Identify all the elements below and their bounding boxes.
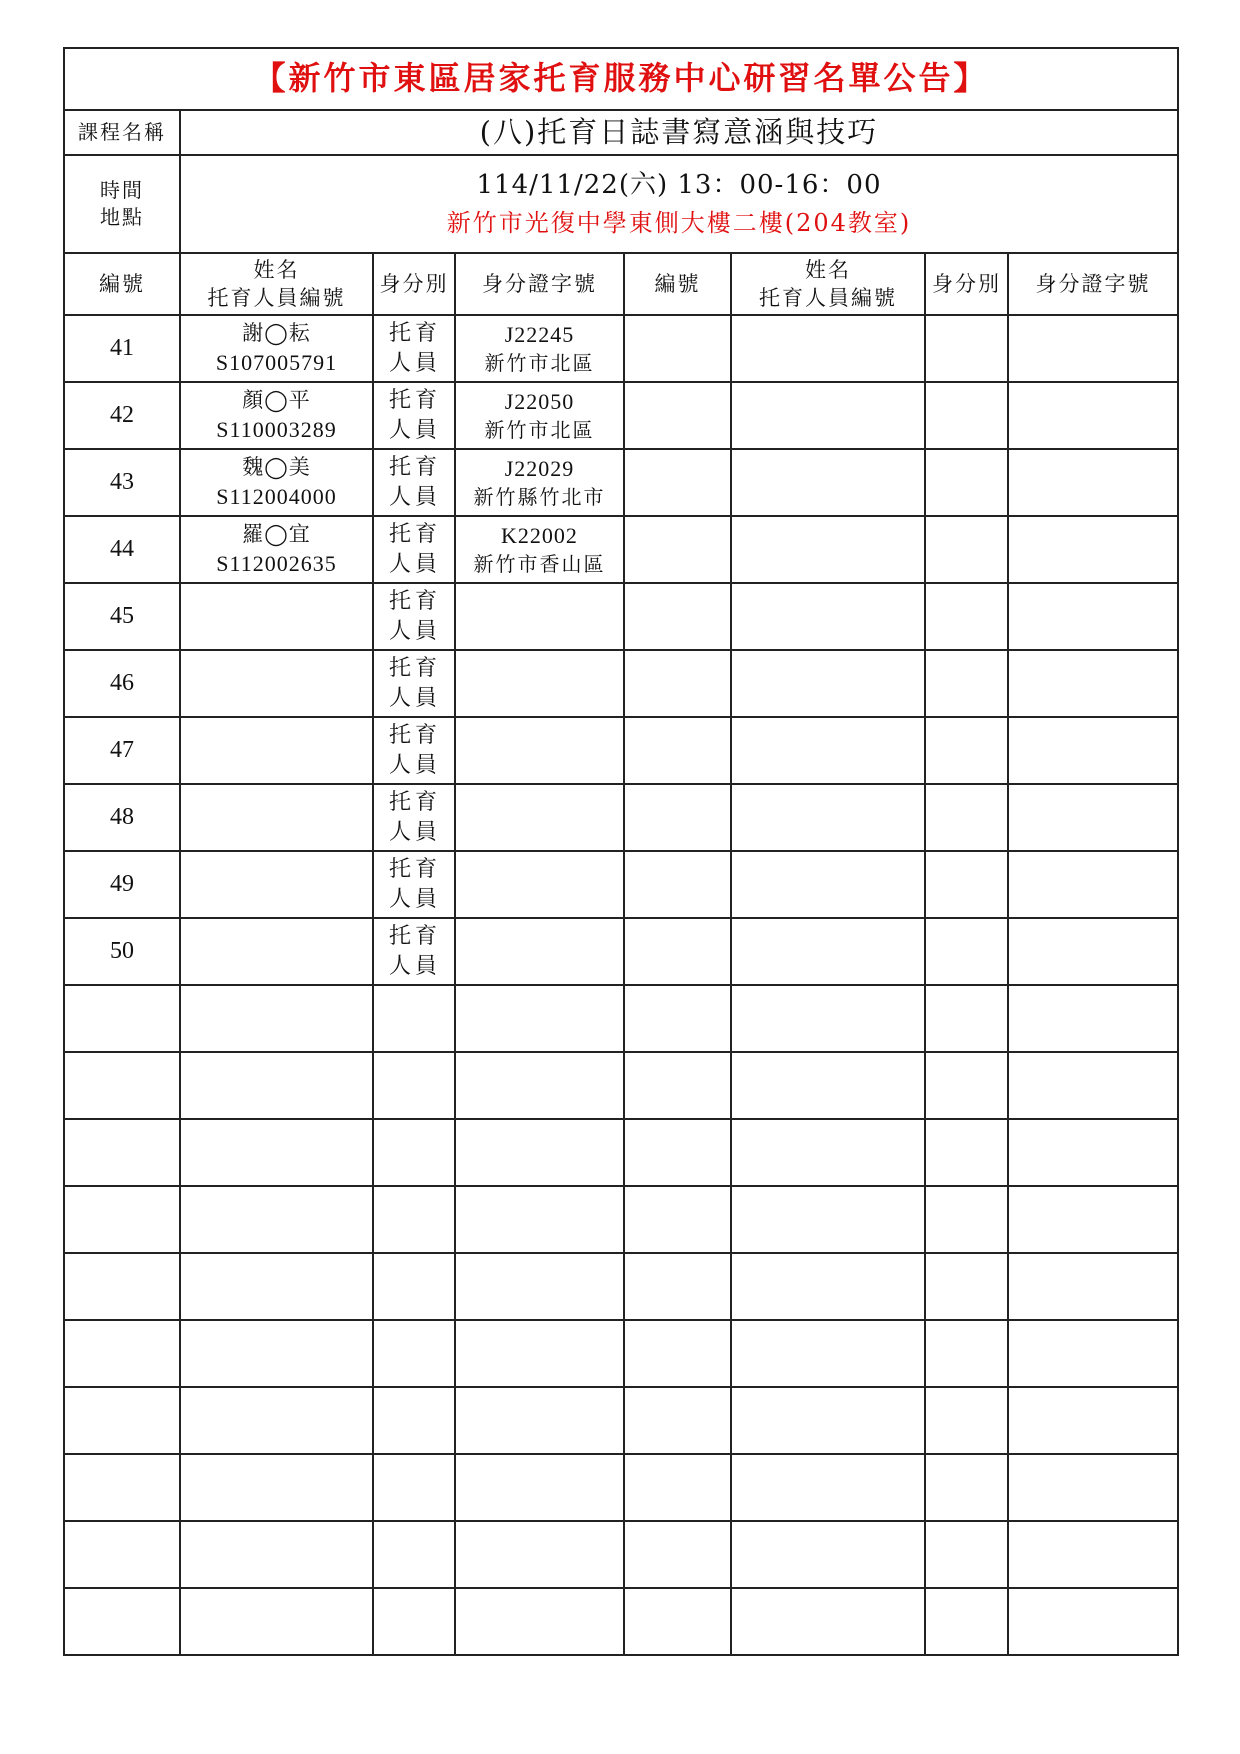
id-cell-2 (1008, 1253, 1178, 1320)
time-label: 時間 (100, 178, 144, 202)
id-prefix: J22050 (504, 389, 575, 415)
id-cell (455, 449, 624, 516)
trainee-name-cell-2 (731, 717, 925, 784)
id-cell-2 (1008, 583, 1178, 650)
trainee-name: 顏◯平 (242, 388, 311, 413)
id-cell (455, 1253, 624, 1320)
row-number (64, 985, 180, 1052)
row-number: 50 (64, 918, 180, 985)
role-cell: 托育人員 (373, 583, 455, 650)
role-cell: 托育人員 (373, 516, 455, 583)
trainee-name-cell-2 (731, 583, 925, 650)
role-cell: 托育人員 (373, 382, 455, 449)
id-cell-2 (1008, 918, 1178, 985)
trainee-name-cell (180, 1387, 373, 1454)
trainee-name-cell (180, 1186, 373, 1253)
id-cell (455, 1320, 624, 1387)
trainee-name-cell-2 (731, 985, 925, 1052)
table-row (64, 1454, 1178, 1521)
role-cell-2 (925, 315, 1008, 382)
row-number-2 (624, 1186, 731, 1253)
role-cell-2 (925, 1186, 1008, 1253)
trainee-name-cell-2 (731, 1186, 925, 1253)
id-cell-2 (1008, 516, 1178, 583)
id-area: 新竹縣竹北市 (473, 484, 606, 509)
trainee-name-cell (180, 382, 373, 449)
header-name-line1: 姓名 (253, 257, 300, 282)
id-cell (455, 650, 624, 717)
table-row (64, 1253, 1178, 1320)
row-number-2 (624, 1454, 731, 1521)
role-cell (373, 1320, 455, 1387)
table-row (64, 382, 1178, 449)
row-number (64, 1320, 180, 1387)
trainee-name-cell-2 (731, 516, 925, 583)
id-cell (455, 1454, 624, 1521)
trainee-name-cell-2 (731, 1052, 925, 1119)
table-row (64, 851, 1178, 918)
header-name-2 (731, 253, 925, 315)
trainee-name-cell-2 (731, 1521, 925, 1588)
row-number-2 (624, 516, 731, 583)
role-cell-2 (925, 650, 1008, 717)
row-number-2 (624, 650, 731, 717)
table-row (64, 1320, 1178, 1387)
id-cell (455, 784, 624, 851)
staff-number: S107005791 (215, 349, 338, 375)
table-row (64, 315, 1178, 382)
table-row (64, 1052, 1178, 1119)
role-cell-2 (925, 516, 1008, 583)
row-number-2 (624, 315, 731, 382)
trainee-name-cell (180, 918, 373, 985)
id-cell-2 (1008, 784, 1178, 851)
header-num: 編號 (64, 253, 180, 315)
role-cell-2 (925, 1052, 1008, 1119)
row-number (64, 1521, 180, 1588)
course-label: 課程名稱 (64, 110, 180, 155)
trainee-name-cell-2 (731, 1387, 925, 1454)
trainee-name-cell-2 (731, 851, 925, 918)
id-cell-2 (1008, 1454, 1178, 1521)
row-number (64, 1454, 180, 1521)
id-cell-2 (1008, 382, 1178, 449)
id-area: 新竹市香山區 (473, 551, 606, 576)
role-cell-2 (925, 1119, 1008, 1186)
trainee-name: 魏◯美 (242, 455, 311, 480)
id-cell-2 (1008, 1119, 1178, 1186)
id-cell (455, 1521, 624, 1588)
trainee-name-cell (180, 1588, 373, 1655)
role-cell (373, 1387, 455, 1454)
table-row (64, 1119, 1178, 1186)
role-cell-2 (925, 985, 1008, 1052)
staff-number: S112004000 (216, 483, 337, 509)
course-name: (八)托育日誌書寫意涵與技巧 (180, 110, 1178, 155)
trainee-name-cell-2 (731, 784, 925, 851)
id-cell (455, 851, 624, 918)
table-row (64, 583, 1178, 650)
row-number-2 (624, 784, 731, 851)
table-row (64, 1521, 1178, 1588)
trainee-name-cell (180, 1119, 373, 1186)
role-cell-2 (925, 583, 1008, 650)
row-number: 43 (64, 449, 180, 516)
row-number (64, 1387, 180, 1454)
id-cell-2 (1008, 1052, 1178, 1119)
trainee-name-cell (180, 449, 373, 516)
role-cell (373, 1119, 455, 1186)
role-cell-2 (925, 918, 1008, 985)
table-row (64, 985, 1178, 1052)
row-number (64, 1119, 180, 1186)
role-cell (373, 1521, 455, 1588)
header-role-2: 身分別 (925, 253, 1008, 315)
trainee-name-cell (180, 784, 373, 851)
role-cell (373, 1253, 455, 1320)
page-title: 【新竹市東區居家托育服務中心研習名單公告】 (64, 48, 1178, 110)
row-number (64, 1588, 180, 1655)
id-prefix: J22029 (504, 456, 575, 482)
role-cell (373, 1052, 455, 1119)
trainee-name-cell-2 (731, 1119, 925, 1186)
trainee-name: 謝◯耘 (242, 321, 311, 346)
trainee-name: 羅◯宜 (242, 522, 311, 547)
id-cell (455, 1186, 624, 1253)
row-number: 44 (64, 516, 180, 583)
row-number-2 (624, 449, 731, 516)
table-row (64, 1387, 1178, 1454)
row-number-2 (624, 918, 731, 985)
row-number-2 (624, 1052, 731, 1119)
table-row (64, 717, 1178, 784)
trainee-name-cell (180, 1521, 373, 1588)
id-cell-2 (1008, 717, 1178, 784)
id-cell-2 (1008, 1588, 1178, 1655)
role-cell-2 (925, 784, 1008, 851)
row-number (64, 1186, 180, 1253)
trainee-name-cell-2 (731, 449, 925, 516)
id-cell (455, 583, 624, 650)
header-id: 身分證字號 (455, 253, 624, 315)
id-cell (455, 1588, 624, 1655)
id-cell-2 (1008, 1186, 1178, 1253)
header-name (180, 253, 373, 315)
role-cell (373, 1588, 455, 1655)
id-cell (455, 516, 624, 583)
row-number-2 (624, 1521, 731, 1588)
row-number-2 (624, 717, 731, 784)
table-row (64, 449, 1178, 516)
role-cell (373, 1186, 455, 1253)
trainee-name-cell (180, 315, 373, 382)
row-number: 41 (64, 315, 180, 382)
id-cell-2 (1008, 985, 1178, 1052)
id-area: 新竹市北區 (484, 350, 595, 375)
row-number-2 (624, 583, 731, 650)
role-cell-2 (925, 717, 1008, 784)
role-cell: 托育人員 (373, 449, 455, 516)
trainee-name-cell (180, 1052, 373, 1119)
trainee-name-cell (180, 1320, 373, 1387)
row-number (64, 1253, 180, 1320)
role-cell: 托育人員 (373, 784, 455, 851)
header-name-line2: 托育人員編號 (207, 286, 346, 310)
table-row (64, 1186, 1178, 1253)
role-cell-2 (925, 1387, 1008, 1454)
trainee-name-cell-2 (731, 1588, 925, 1655)
role-cell: 托育人員 (373, 918, 455, 985)
trainee-name-cell-2 (731, 315, 925, 382)
row-number-2 (624, 851, 731, 918)
row-number-2 (624, 1119, 731, 1186)
role-cell (373, 1454, 455, 1521)
staff-number: S110003289 (216, 416, 337, 442)
trainee-name-cell-2 (731, 382, 925, 449)
id-cell-2 (1008, 1521, 1178, 1588)
header-name-line2: 托育人員編號 (759, 286, 897, 310)
row-number-2 (624, 985, 731, 1052)
row-number: 48 (64, 784, 180, 851)
course-time: 114/11/22(六) 13：00-16：00 (476, 170, 882, 201)
row-number-2 (624, 1253, 731, 1320)
time-place-label (64, 155, 180, 253)
id-cell-2 (1008, 449, 1178, 516)
staff-number: S112002635 (216, 550, 337, 576)
roster-table (63, 47, 1179, 1656)
row-number: 47 (64, 717, 180, 784)
id-cell (455, 985, 624, 1052)
id-cell-2 (1008, 315, 1178, 382)
role-cell-2 (925, 1320, 1008, 1387)
role-cell: 托育人員 (373, 851, 455, 918)
id-cell-2 (1008, 1320, 1178, 1387)
role-cell: 托育人員 (373, 717, 455, 784)
row-number (64, 1052, 180, 1119)
id-area: 新竹市北區 (484, 417, 595, 442)
id-prefix: J22245 (504, 322, 575, 348)
row-number-2 (624, 1320, 731, 1387)
trainee-name-cell (180, 650, 373, 717)
table-row (64, 1588, 1178, 1655)
table-row (64, 784, 1178, 851)
header-name-line1: 姓名 (805, 257, 851, 282)
trainee-name-cell-2 (731, 650, 925, 717)
table-row (64, 516, 1178, 583)
id-cell (455, 1052, 624, 1119)
trainee-name-cell (180, 1253, 373, 1320)
role-cell-2 (925, 1521, 1008, 1588)
trainee-name-cell (180, 516, 373, 583)
table-row (64, 918, 1178, 985)
header-num-2: 編號 (624, 253, 731, 315)
table-row (64, 650, 1178, 717)
id-cell-2 (1008, 851, 1178, 918)
id-cell (455, 918, 624, 985)
id-prefix: K22002 (501, 523, 578, 549)
row-number: 46 (64, 650, 180, 717)
role-cell: 托育人員 (373, 315, 455, 382)
trainee-name-cell-2 (731, 1454, 925, 1521)
trainee-name-cell-2 (731, 1253, 925, 1320)
trainee-name-cell (180, 717, 373, 784)
row-number-2 (624, 1588, 731, 1655)
id-cell (455, 1119, 624, 1186)
row-number-2 (624, 382, 731, 449)
row-number-2 (624, 1387, 731, 1454)
header-id-2: 身分證字號 (1008, 253, 1178, 315)
trainee-name-cell-2 (731, 1320, 925, 1387)
role-cell (373, 985, 455, 1052)
column-header-row (64, 253, 1178, 315)
trainee-name-cell (180, 1454, 373, 1521)
time-place-cell (180, 155, 1178, 253)
row-number: 42 (64, 382, 180, 449)
id-cell (455, 1387, 624, 1454)
role-cell-2 (925, 1454, 1008, 1521)
trainee-name-cell (180, 851, 373, 918)
place-label: 地點 (100, 205, 144, 229)
role-cell-2 (925, 851, 1008, 918)
id-cell (455, 315, 624, 382)
id-cell (455, 382, 624, 449)
course-place: 新竹市光復中學東側大樓二樓(204教室) (446, 209, 912, 238)
row-number: 49 (64, 851, 180, 918)
trainee-name-cell (180, 583, 373, 650)
trainee-name-cell-2 (731, 918, 925, 985)
id-cell-2 (1008, 1387, 1178, 1454)
role-cell: 托育人員 (373, 650, 455, 717)
id-cell (455, 717, 624, 784)
role-cell-2 (925, 1588, 1008, 1655)
id-cell-2 (1008, 650, 1178, 717)
row-number: 45 (64, 583, 180, 650)
trainee-name-cell (180, 985, 373, 1052)
role-cell-2 (925, 449, 1008, 516)
role-cell-2 (925, 1253, 1008, 1320)
role-cell-2 (925, 382, 1008, 449)
header-role: 身分別 (373, 253, 455, 315)
